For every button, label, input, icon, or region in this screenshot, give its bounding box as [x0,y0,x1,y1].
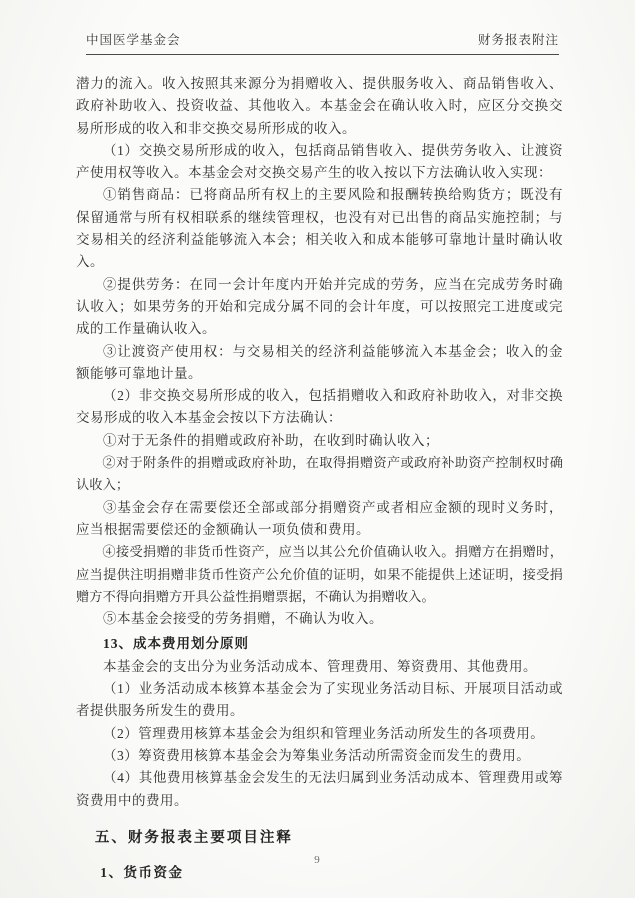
document-body [76,73,563,884]
paragraph: ③基金会存在需要偿还全部或部分捐赠资产或者相应金额的现时义务时，应当根据需要偿还的金额确认一项负债和费用。 [76,499,563,537]
paragraph: （1）业务活动成本核算本基金会为了实现业务活动目标、开展项目活动或者提供服务所发生的费用。 [76,681,563,719]
paragraph: ②对于附条件的捐赠或政府补助，在取得捐赠资产或政府补助资产控制权时确认收入； [76,455,563,493]
paragraph: （2）非交换交易所形成的收入，包括捐赠收入和政府补助收入，对非交换交易形成的收入本基金会按以下方法确认： [76,388,563,426]
paragraph: ②提供劳务：在同一会计年度内开始并完成的劳务，应当在完成劳务时确认收入；如果劳务的开始和完成分属不同的会计年度，可以按照完工进度或完成的工作量确认收入。 [76,276,563,337]
page-footer [0,854,635,866]
paragraph: ⑤本基金会接受的劳务捐赠，不确认为收入。 [103,611,383,627]
page-number: 9 [314,854,321,866]
paragraph: （1）交换交易所形成的收入，包括商品销售收入、提供劳务收入、让渡资产使用权等收入。本基金会对交换交易产生的收入按以下方法确认收入实现： [76,142,563,181]
paragraph: （4）其他费用核算基金会发生的无法归属到业务活动成本、管理费用或筹资费用中的费用。 [76,770,563,808]
paragraph: 本基金会的支出分为业务活动成本、管理费用、筹资费用、其他费用。 [103,658,537,674]
page-header [86,30,559,55]
paragraph: ①销售商品：已将商品所有权上的主要风险和报酬转换给购货方；既没有保留通常与所有权相联系的继续管理权，也没有对已出售的商品实施控制；与交易相关的经济利益能够流入本会；相关收入和成本能够可靠地计量时确认收入。 [76,187,563,270]
heading-monetary-funds: 1、货币资金 [100,865,184,881]
paragraph: （2）管理费用核算本基金会为组织和管理业务活动所发生的各项费用。 [103,725,545,741]
paragraph: ①对于无条件的捐赠或政府补助，在收到时确认收入； [103,432,439,448]
heading-cost-expense-principle: 13、成本费用划分原则 [103,636,249,652]
paragraph: ④接受捐赠的非货币性资产，应当以其公允价值确认收入。捐赠方在捐赠时，应当提供注明捐赠非货币性资产公允价值的证明，如果不能提供上述证明，接受捐赠方不得向捐赠方开具公益性捐赠票据，不确认为捐赠收入。 [76,544,563,604]
paragraph: 潜力的流入。收入按照其来源分为捐赠收入、提供服务收入、商品销售收入、政府补助收入、投资收益、其他收入。本基金会在确认收入时，应区分交换交易所形成的收入和非交换交易所形成的收入。 [76,76,563,136]
heading-financial-statement-notes: 五、财务报表主要项目注释 [94,829,293,846]
header-org-name: 中国医学基金会 [86,33,181,47]
paragraph: ③让渡资产使用权：与交易相关的经济利益能够流入本基金会；收入的金额能够可靠地计量。 [76,343,563,381]
paragraph: （3）筹资费用核算本基金会为筹集业务活动所需资金而发生的费用。 [103,747,531,763]
header-doc-title: 财务报表附注 [477,33,559,47]
